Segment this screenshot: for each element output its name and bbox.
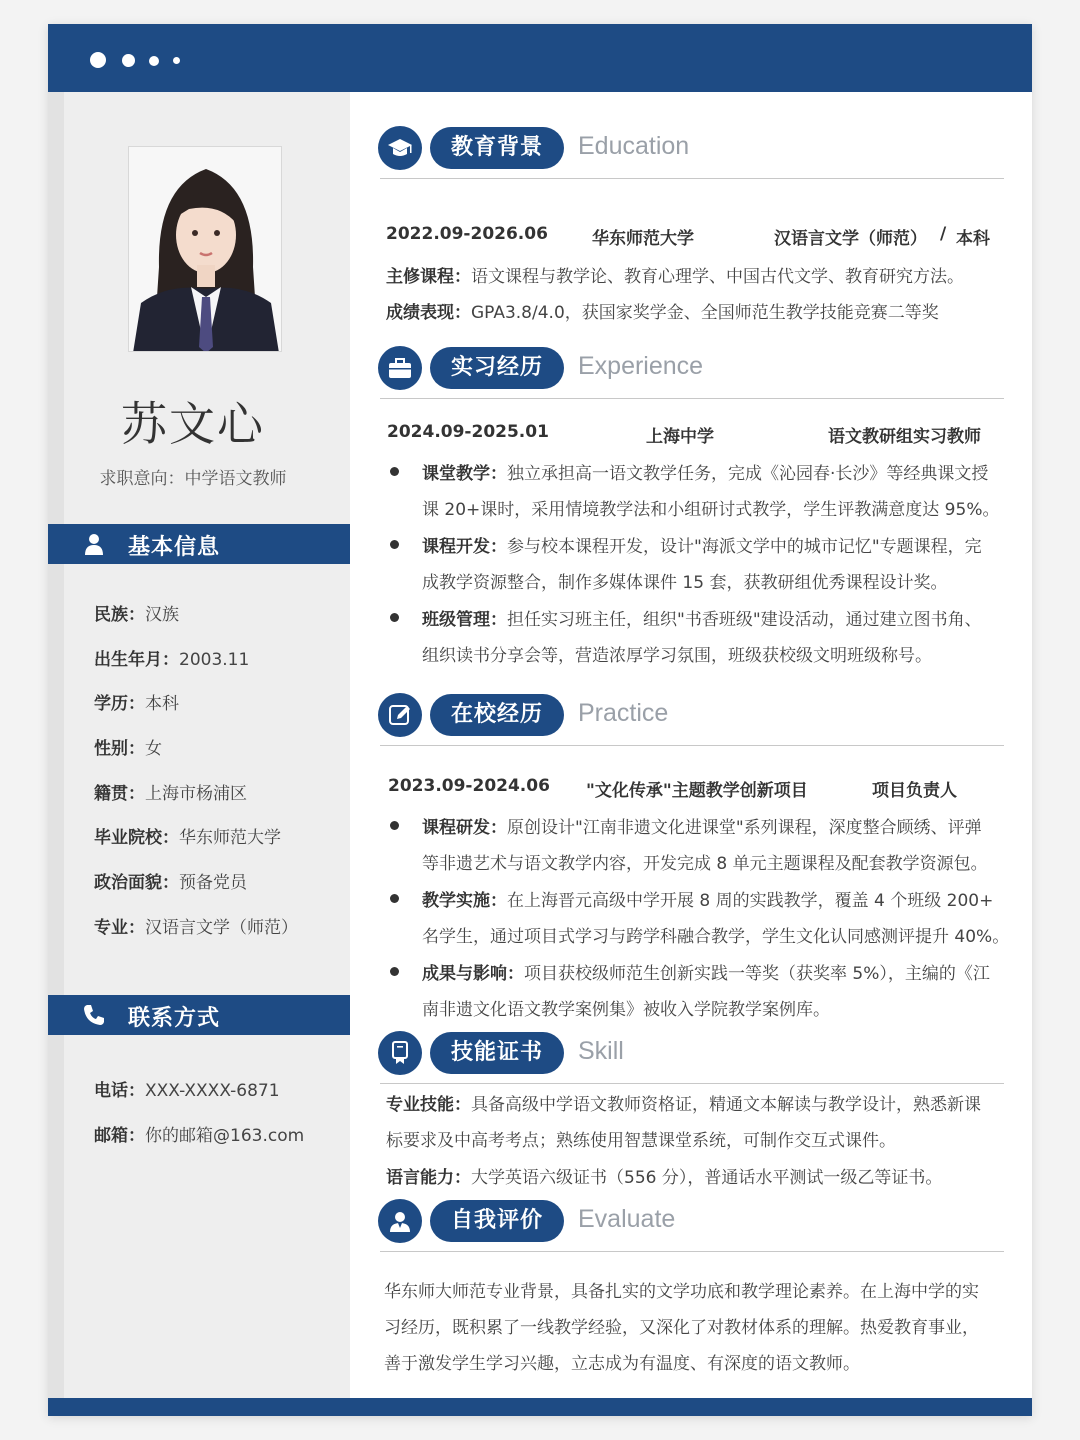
- practice-bullet-line-2: 南非遗文化语文教学案例集》被收入学院教学案例库。: [422, 1000, 830, 1020]
- experience-bullet-line: [422, 532, 982, 557]
- contact-row: [94, 1121, 304, 1166]
- education-entry-header: [378, 224, 1004, 254]
- experience-header: [378, 346, 1004, 400]
- dot-icon: [173, 57, 180, 64]
- basic-key: 性别：: [94, 739, 145, 760]
- language-key: 语言能力：: [386, 1168, 471, 1188]
- contact-value: 你的邮箱@163.com: [145, 1125, 305, 1146]
- practice-entry-header: [378, 776, 1004, 806]
- pro-skill-value: 具备高级中学语文教师资格证，精通文本解读与教学设计，熟悉新课: [471, 1095, 981, 1115]
- experience-bullet-text: 担任实习班主任，组织"书香班级"建设活动，通过建立图书角、: [507, 610, 982, 630]
- education-sep: /: [940, 224, 947, 244]
- section-divider: [380, 1251, 1004, 1252]
- experience-date: 2024.09-2025.01: [387, 422, 549, 442]
- evaluate-line-1: 华东师大师范专业背景，具备扎实的文学功底和教学理论素养。在上海中学的实: [384, 1282, 979, 1302]
- practice-bullet-line: [422, 959, 990, 984]
- performance-key: 成绩表现：: [386, 303, 471, 323]
- dot-icon: [149, 56, 159, 66]
- language-value: 大学英语六级证书（556 分），普通话水平测试一级乙等证书。: [471, 1168, 943, 1188]
- section-divider: [380, 745, 1004, 746]
- experience-bullet-key: 课程开发：: [422, 537, 507, 557]
- basic-key: 学历：: [94, 694, 145, 715]
- bullet-dot-icon: [390, 821, 399, 830]
- pro-skill-key: 专业技能：: [386, 1095, 471, 1115]
- basic-key: 出生年月：: [94, 649, 179, 670]
- certificate-icon: [378, 1031, 422, 1075]
- practice-bullet-line-2: 名学生，通过项目式学习与跨学科融合教学，学生文化认同感测评提升 40%。: [422, 927, 1010, 947]
- practice-bullet-line: [422, 886, 993, 911]
- experience-title-en: Experience: [578, 352, 704, 380]
- job-intent: 求职意向：中学语文教师: [99, 469, 287, 489]
- practice-bullet-text: 在上海晋元高级中学开展 8 周的实践教学，覆盖 4 个班级 200+: [507, 891, 994, 911]
- experience-bullet-line-2: 组织读书分享会等，营造浓厚学习氛围，班级获校级文明班级称号。: [422, 646, 932, 666]
- practice-bullet-key: 教学实施：: [422, 891, 507, 911]
- skill-header: [378, 1031, 1004, 1085]
- practice-bullet-key: 课程研发：: [422, 818, 507, 838]
- experience-org: 上海中学: [646, 427, 714, 447]
- education-major: 汉语言文学（师范）: [774, 229, 927, 249]
- basic-row: [94, 868, 298, 913]
- basic-value: 本科: [145, 694, 179, 715]
- practice-header: [378, 693, 1004, 747]
- practice-bullet-line-2: 等非遗艺术与语文教学内容，开发完成 8 单元主题课程及配套教学资源包。: [422, 854, 988, 874]
- basic-row: [94, 913, 298, 958]
- courses-value: 语文课程与教学论、教育心理学、中国古代文学、教育研究方法。: [471, 267, 964, 287]
- basic-value: 汉族: [145, 605, 179, 625]
- section-divider: [380, 178, 1004, 179]
- bullet-dot-icon: [390, 613, 399, 622]
- performance-line: [386, 298, 939, 323]
- sidebar-edge: [48, 92, 64, 1398]
- bullet-dot-icon: [390, 540, 399, 549]
- experience-bullet-line-2: 课 20+课时，采用情境教学法和小组研讨式教学，学生评教满意度达 95%。: [422, 500, 1000, 520]
- practice-title: 在校经历: [430, 694, 564, 736]
- practice-bullet-key: 成果与影响：: [422, 964, 524, 984]
- education-degree: 本科: [956, 229, 990, 249]
- contact-row: [94, 1076, 304, 1121]
- education-title-en: Education: [578, 132, 690, 160]
- basic-key: 民族：: [94, 605, 145, 625]
- bullet-dot-icon: [390, 467, 399, 476]
- experience-entry-header: [378, 422, 1004, 452]
- experience-bullet-text: 参与校本课程开发，设计"海派文学中的城市记忆"专题课程，完: [507, 537, 982, 557]
- experience-title: 实习经历: [430, 347, 564, 389]
- experience-bullet-line: [422, 459, 988, 484]
- practice-bullet-text: 原创设计"江南非遗文化进课堂"系列课程，深度整合顾绣、评弹: [507, 818, 982, 838]
- person-badge-icon: [378, 1199, 422, 1243]
- basic-key: 毕业院校：: [94, 828, 179, 849]
- sidebar: [48, 92, 350, 1398]
- basic-info-header: [48, 524, 350, 564]
- contact-value: XXX-XXXX-6871: [145, 1081, 280, 1101]
- education-date: 2022.09-2026.06: [386, 224, 548, 244]
- experience-bullet-line-2: 成教学资源整合，制作多媒体课件 15 套，获教研组优秀课程设计奖。: [422, 573, 948, 593]
- experience-bullet-key: 班级管理：: [422, 610, 507, 630]
- skill-title: 技能证书: [430, 1032, 564, 1074]
- basic-row: [94, 600, 298, 645]
- basic-value: 女: [145, 739, 162, 760]
- top-banner: [48, 24, 1032, 92]
- profile-photo: [128, 146, 282, 352]
- basic-value: 华东师范大学: [179, 828, 281, 849]
- basic-row: [94, 779, 298, 824]
- dot-icon: [90, 52, 106, 68]
- bottom-banner: [48, 1398, 1032, 1416]
- edit-icon: [378, 693, 422, 737]
- contact-list: [94, 1076, 304, 1165]
- education-title: 教育背景: [430, 127, 564, 169]
- evaluate-header: [378, 1199, 1004, 1253]
- graduation-cap-icon: [378, 126, 422, 170]
- basic-row: [94, 823, 298, 868]
- basic-row: [94, 689, 298, 734]
- phone-icon: [82, 1003, 106, 1027]
- contact-header: [48, 995, 350, 1035]
- bullet-dot-icon: [390, 894, 399, 903]
- practice-date: 2023.09-2024.06: [388, 776, 550, 796]
- basic-key: 政治面貌：: [94, 873, 179, 894]
- basic-row: [94, 645, 298, 690]
- experience-role: 语文教研组实习教师: [828, 427, 981, 447]
- user-icon: [82, 532, 106, 556]
- dot-icon: [122, 54, 135, 67]
- basic-key: 籍贯：: [94, 783, 145, 804]
- practice-bullet-line: [422, 813, 982, 838]
- practice-project: "文化传承"主题教学创新项目: [586, 781, 808, 801]
- practice-bullet-text: 项目获校级师范生创新实践一等奖（获奖率 5%），主编的《江: [524, 964, 990, 984]
- evaluate-line-2: 习经历，既积累了一线教学经验，又深化了对教材体系的理解。热爱教育事业，: [384, 1318, 979, 1338]
- basic-value: 汉语言文学（师范）: [145, 917, 298, 938]
- section-divider: [380, 1083, 1004, 1084]
- basic-info-list: [94, 600, 298, 958]
- basic-value: 2003.11: [179, 649, 250, 670]
- contact-title: 联系方式: [128, 1006, 221, 1031]
- practice-role: 项目负责人: [872, 781, 957, 801]
- pro-skill-line-2: 标要求及中高考考点；熟练使用智慧课堂系统，可制作交互式课件。: [386, 1131, 896, 1151]
- basic-key: 专业：: [94, 917, 145, 938]
- language-line: [386, 1163, 942, 1188]
- resume-page: [48, 24, 1032, 1416]
- evaluate-line-3: 善于激发学生学习兴趣，立志成为有温度、有深度的语文教师。: [384, 1354, 860, 1374]
- education-school: 华东师范大学: [592, 229, 694, 249]
- courses-key: 主修课程：: [386, 267, 471, 287]
- pro-skill-line: [386, 1090, 981, 1115]
- education-header: [378, 126, 1004, 180]
- basic-info-title: 基本信息: [128, 535, 221, 560]
- experience-bullet-key: 课堂教学：: [422, 464, 507, 484]
- briefcase-icon: [378, 346, 422, 390]
- courses-line: [386, 262, 964, 287]
- contact-key: 电话：: [94, 1081, 145, 1101]
- section-divider: [380, 398, 1004, 399]
- evaluate-title: 自我评价: [430, 1200, 564, 1242]
- basic-value: 上海市杨浦区: [145, 783, 247, 804]
- bullet-dot-icon: [390, 967, 399, 976]
- skill-title-en: Skill: [578, 1037, 624, 1065]
- contact-key: 邮箱：: [94, 1125, 145, 1146]
- practice-title-en: Practice: [578, 699, 669, 727]
- basic-value: 预备党员: [179, 873, 247, 894]
- evaluate-title-en: Evaluate: [578, 1205, 676, 1233]
- experience-bullet-text: 独立承担高一语文教学任务，完成《沁园春·长沙》等经典课文授: [507, 464, 989, 484]
- candidate-name: 苏文心: [121, 397, 265, 451]
- experience-bullet-line: [422, 605, 982, 630]
- basic-row: [94, 734, 298, 779]
- performance-value: GPA3.8/4.0，获国家奖学金、全国师范生教学技能竞赛二等奖: [471, 303, 939, 323]
